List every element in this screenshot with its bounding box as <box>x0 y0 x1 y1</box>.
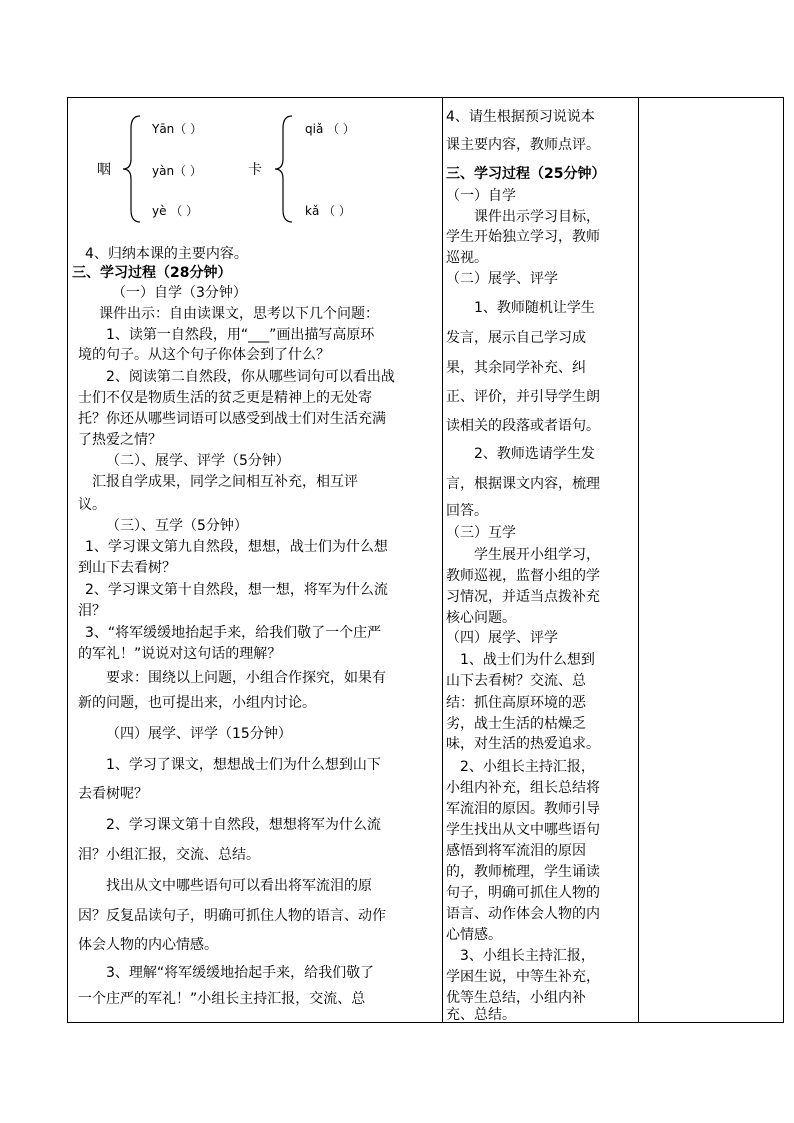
text-line: 3、理解“将军缓缓地抬起手来，给我们敬了 <box>106 965 375 981</box>
text-line: 泪？ <box>78 603 106 619</box>
text-line: 泪？小组汇报，交流、总结。 <box>78 847 260 863</box>
left-brace-icon <box>270 114 296 224</box>
text-line: 1、读第一自然段，用“___”画出描写高原环 <box>106 327 375 343</box>
text-line: 找出从文中哪些语句可以看出将军流泪的原 <box>106 878 372 894</box>
hanzi-ka: 卡 <box>248 162 262 178</box>
subsection-heading: （一）自学（3分钟） <box>112 285 247 301</box>
text-line: 言，根据课文内容，梳理 <box>446 476 600 492</box>
pinyin-reading: Yān（ ） <box>152 122 203 136</box>
text-line: 学生找出从文中哪些语句 <box>446 822 600 838</box>
text-line: 学困生说，中等生补充， <box>446 969 600 985</box>
text-line: 课件出示：自由读课文，思考以下几个问题： <box>99 306 379 322</box>
text-line: 句子，明确可抓住人物的 <box>446 885 600 901</box>
subsection-heading: （二）、展学、评学（5分钟） <box>106 453 290 469</box>
text-line: 2、学习课文第十自然段，想一想，将军为什么流 <box>85 582 388 598</box>
right-column <box>639 98 785 1022</box>
text-line: 的，教师梳理，学生诵读 <box>446 864 600 880</box>
text-line: 课件出示学习目标， <box>474 209 600 225</box>
text-line: 语言、动作体会人物的内 <box>446 906 600 922</box>
text-line: 到山下去看树？ <box>78 560 176 576</box>
text-line: 发言，展示自己学习成 <box>446 330 586 346</box>
text-line: 感悟到将军流泪的原因 <box>446 843 586 859</box>
text-line: 体会人物的内心情感。 <box>78 937 218 953</box>
text-line: 2、教师选请学生发 <box>474 446 595 462</box>
text-line: 了热爱之情？ <box>78 432 162 448</box>
text-line: 教师巡视，监督小组的学 <box>446 568 600 584</box>
subsection-heading: （三）互学 <box>446 525 516 541</box>
text-line: 2、小组长主持汇报， <box>460 759 595 775</box>
subsection-heading: （四）展学、评学 <box>446 630 558 646</box>
text-line: 劣，战士生活的枯燥乏 <box>446 716 586 732</box>
subsection-heading: （三）、互学（5分钟） <box>106 518 248 534</box>
subsection-heading: （一）自学 <box>446 188 516 204</box>
text-line: 要求：围绕以上问题，小组合作探究，如果有 <box>106 670 386 686</box>
middle-column <box>443 98 638 1022</box>
text-line: 因？反复品读句子，明确可抓住人物的语言、动作 <box>78 908 386 924</box>
pinyin-reading: kǎ （ ） <box>305 204 351 218</box>
text-line: 2、阅读第二自然段，你从哪些词句可以看出战 <box>106 369 395 385</box>
text-line: 读相关的段落或者语句。 <box>446 418 600 434</box>
text-line: 1、战士们为什么想到 <box>460 652 595 668</box>
text-line: 一个庄严的军礼！”小组长主持汇报，交流、总 <box>78 991 366 1007</box>
text-line: 结：抓住高原环境的恶 <box>446 695 586 711</box>
text-line: 境的句子。从这个句子你体会到了什么？ <box>78 347 330 363</box>
subsection-heading: （二）展学、评学 <box>446 271 558 287</box>
text-line: 士们不仅是物质生活的贫乏更是精神上的无处寄 <box>78 390 372 406</box>
left-column <box>68 98 442 1022</box>
text-line: 1、教师随机让学生 <box>474 300 595 316</box>
text-line: 山下去看树？交流、总 <box>446 673 586 689</box>
section-heading: 三、学习过程（25分钟） <box>446 166 606 182</box>
pinyin-reading: qiǎ （ ） <box>305 122 355 136</box>
text-line: 去看树呢？ <box>78 786 148 802</box>
text-line: 回答。 <box>446 503 488 519</box>
text-line: 托？你还从哪些词语可以感受到战士们对生活充满 <box>78 411 386 427</box>
text-line: 课主要内容，教师点评。 <box>446 137 600 153</box>
text-line: 习情况，并适当点拨补充 <box>446 589 600 605</box>
text-line: 正、评价，并引导学生朗 <box>446 389 600 405</box>
hanzi-yan: 咽 <box>97 162 111 178</box>
text-line: 军流泪的原因。教师引导 <box>446 801 600 817</box>
text-line: 4、归纳本课的主要内容。 <box>85 246 248 262</box>
text-line: 4、请生根据预习说说本 <box>446 109 595 125</box>
text-line: 汇报自学成果，同学之间相互补充，相互评 <box>92 474 358 490</box>
text-line: 味，对生活的热爱追求。 <box>446 736 600 752</box>
text-line: 3、“将军缓缓地抬起手来，给我们敬了一个庄严 <box>85 625 382 641</box>
subsection-heading: （四）展学、评学（15分钟） <box>106 726 292 742</box>
text-line: 心情感。 <box>446 927 502 943</box>
text-line: 核心问题。 <box>446 610 516 626</box>
text-line: 巡视。 <box>446 250 488 266</box>
text-line: 1、学习课文第九自然段，想想，战士们为什么想 <box>85 539 388 555</box>
text-line: 议。 <box>78 497 106 513</box>
text-line: 3、小组长主持汇报， <box>460 948 595 964</box>
text-line: 2、学习课文第十自然段，想想将军为什么流 <box>106 817 381 833</box>
pinyin-reading: yè （ ） <box>152 204 199 218</box>
text-line: 优等生总结，小组内补 <box>446 990 586 1006</box>
section-heading: 三、学习过程（28分钟） <box>72 265 232 281</box>
text-line: 果，其余同学补充、纠 <box>446 360 586 376</box>
text-line: 1、学习了课文，想想战士们为什么想到山下 <box>106 757 381 773</box>
text-line: 小组内补充，组长总结将 <box>446 780 600 796</box>
lesson-plan-table <box>67 97 784 1023</box>
left-brace-icon <box>120 114 144 224</box>
text-line: 的军礼！”说说对这句话的理解？ <box>78 646 282 662</box>
pinyin-reading: yàn（ ） <box>152 164 202 178</box>
text-line: 学生开始独立学习，教师 <box>446 229 600 245</box>
text-line: 学生展开小组学习， <box>474 547 600 563</box>
text-line: 充、总结。 <box>446 1007 516 1023</box>
text-line: 新的问题，也可提出来，小组内讨论。 <box>78 695 316 711</box>
